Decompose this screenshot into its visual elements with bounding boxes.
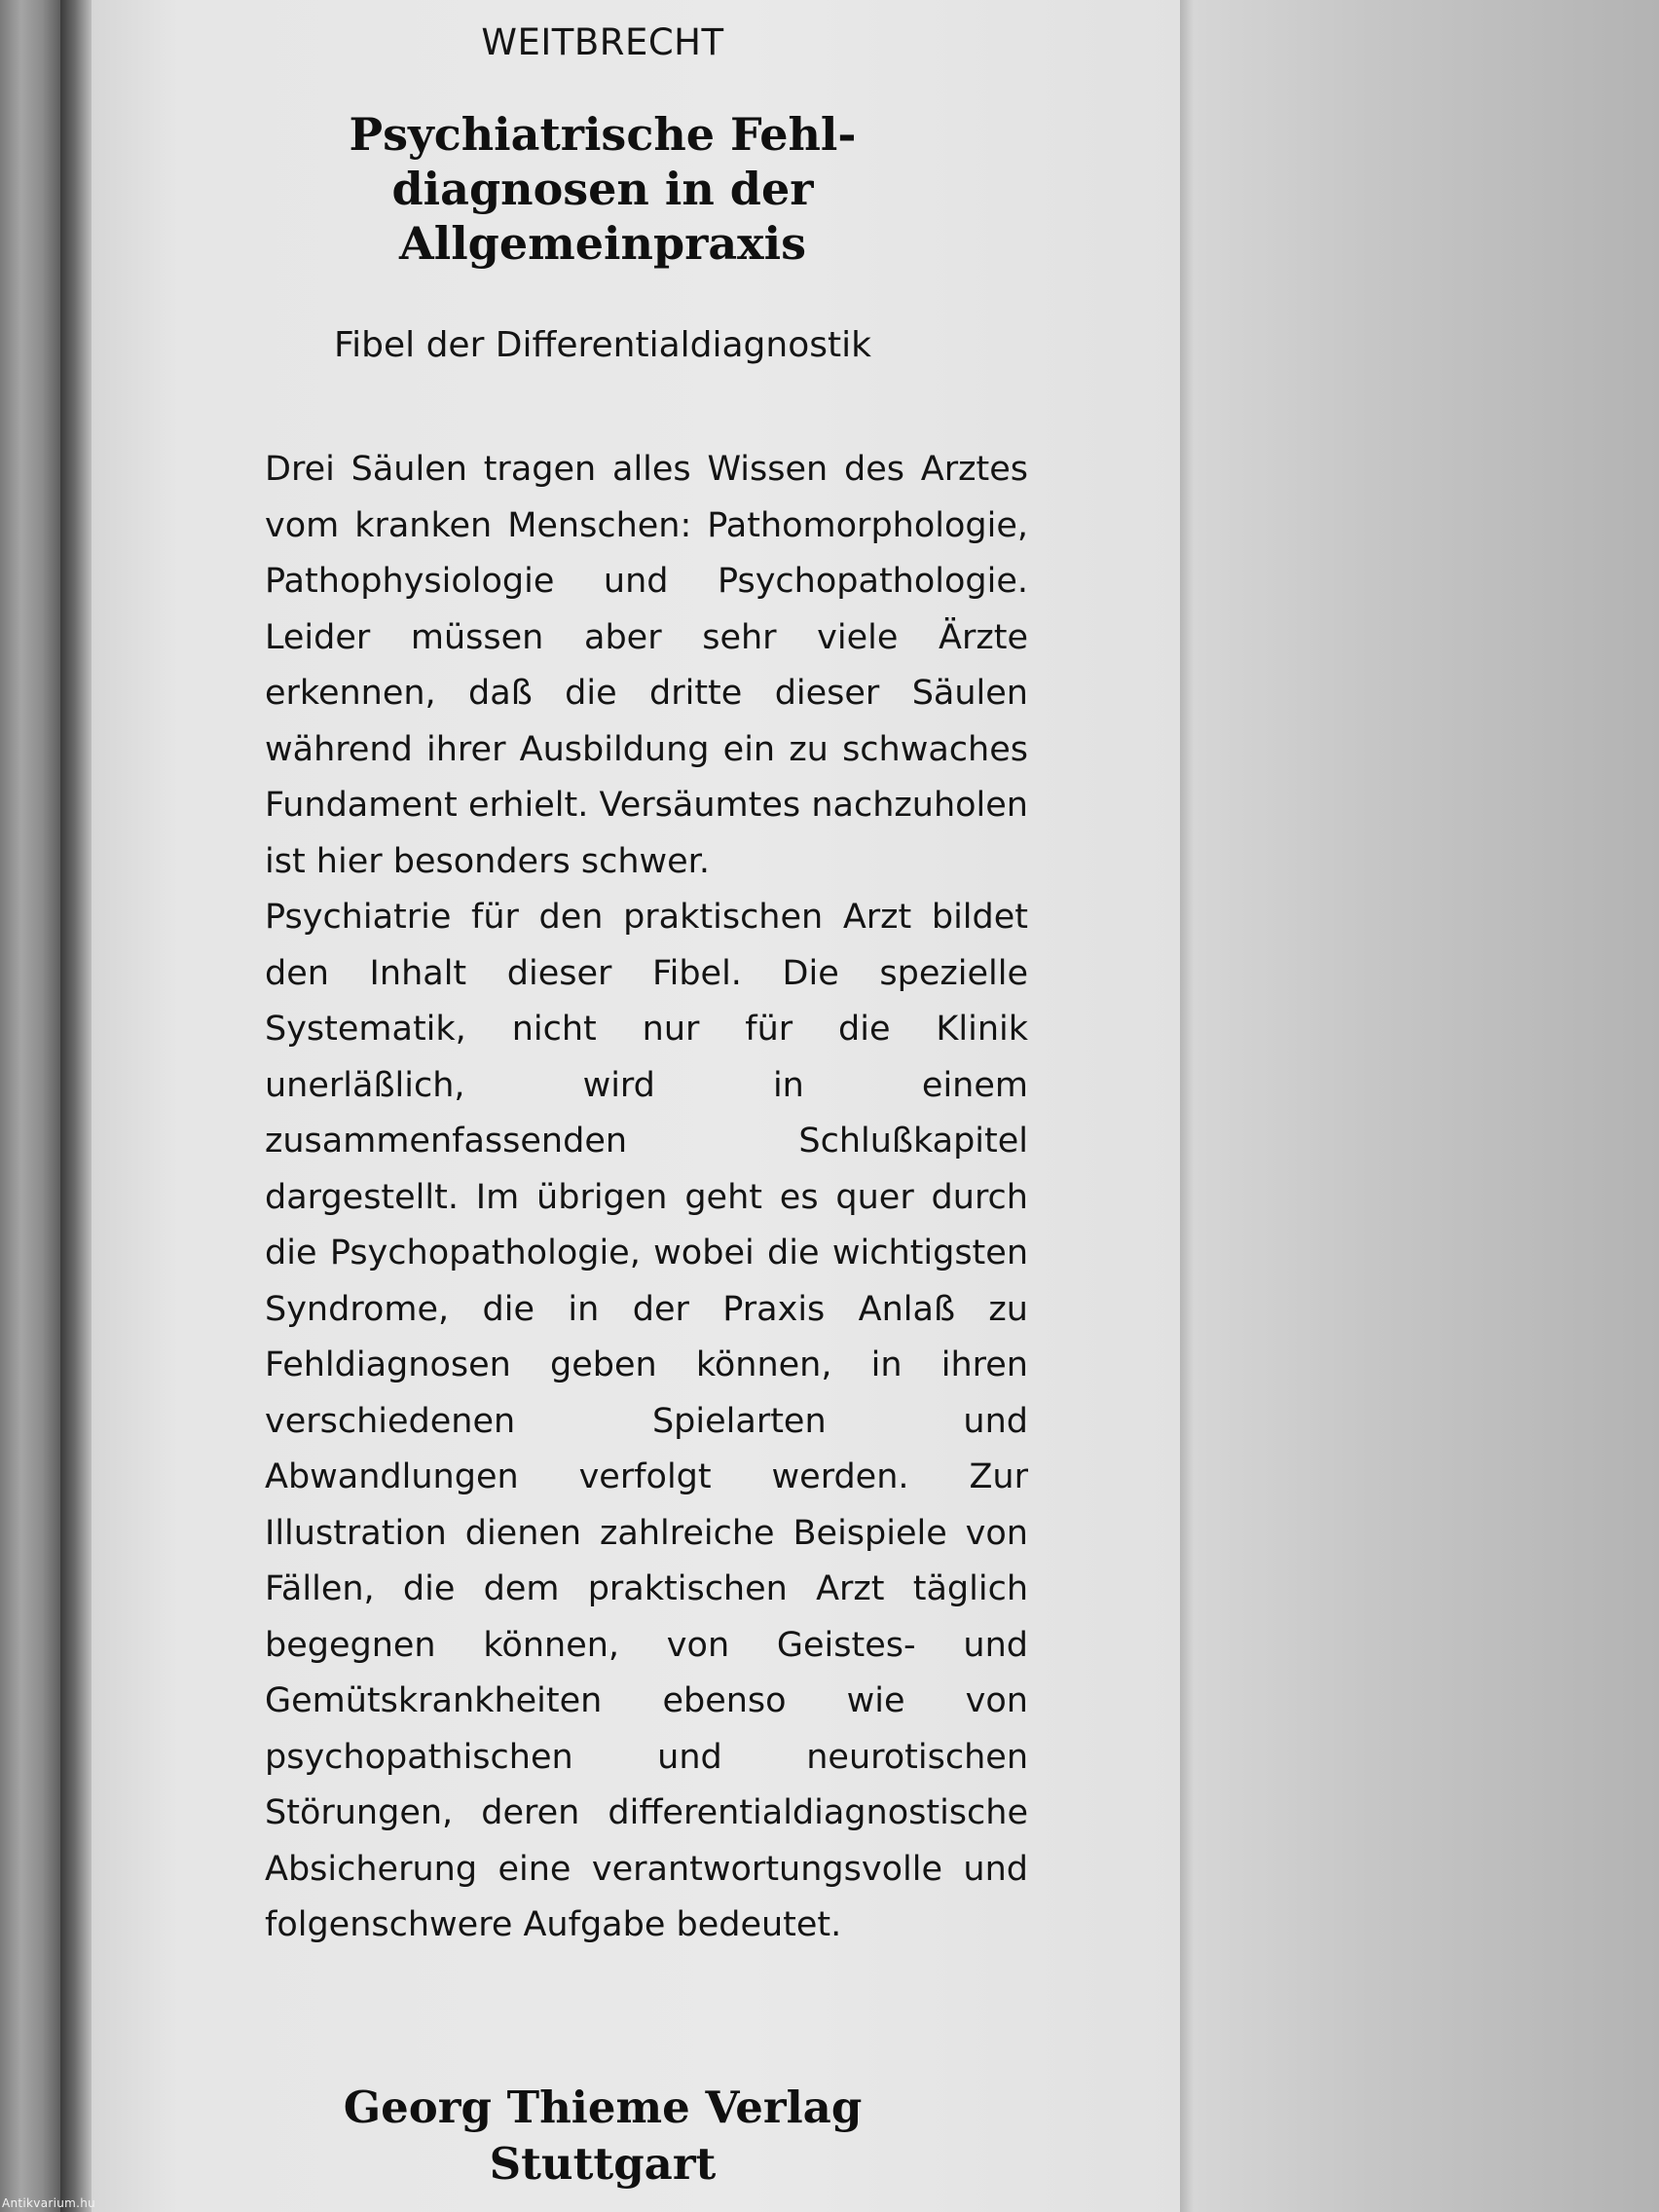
dust-jacket-flap [92, 0, 1180, 2212]
book-title [92, 107, 1114, 271]
blurb-text [265, 442, 1028, 1954]
watermark-text: Antikvarium.hu [2, 2196, 96, 2210]
background-right [1180, 0, 1659, 2212]
author-name: WEITBRECHT [481, 21, 724, 63]
title-line-2: diagnosen in der [391, 163, 814, 215]
book-subtitle: Fibel der Differentialdiagnostik [334, 325, 871, 365]
publisher-city: Stuttgart [489, 2138, 717, 2190]
book-board-left [0, 0, 60, 2212]
title-line-3: Allgemeinpraxis [399, 217, 806, 270]
publisher [92, 2080, 1114, 2193]
spine-shadow [60, 0, 92, 2212]
blurb-paragraph-1: Drei Säulen tragen alles Wissen des Arztes vom kranken Menschen: Pathomorphologie, Pathophysiologie und Psychopathologie. Leider müssen aber sehr viele Ärzte erkennen, daß die dritte dieser Säulen während ihrer Ausbildung ein zu schwaches Fundament erhielt. Versäumtes nachzuholen ist hier besonders schwer. [265, 450, 1028, 881]
flap-edge-shadow [1180, 0, 1194, 2212]
publisher-name: Georg Thieme Verlag [343, 2082, 863, 2133]
title-line-1: Psychiatrische Fehl- [349, 108, 857, 161]
blurb-paragraph-2: Psychiatrie für den praktischen Arzt bildet den Inhalt dieser Fibel. Die spezielle Systematik, nicht nur für die Klinik unerläßlich, wird in einem zusammenfassenden Schlußkapitel dargestellt. Im übrigen geht es quer durch die Psychopathologie, wobei die wichtigsten Syndrome, die in der Praxis Anlaß zu Fehldiagnosen geben können, in ihren verschiedenen Spielarten und Abwandlungen verfolgt werden. Zur Illustration dienen zahlreiche Beispiele von Fällen, die dem praktischen Arzt täglich begegnen können, von Geistes- und Gemütskrankheiten ebenso wie von psychopathischen und neurotischen Störungen, deren differentialdiagnostische Absicherung eine verantwortungsvolle und folgenschwere Aufgabe bedeutet. [265, 898, 1028, 1944]
